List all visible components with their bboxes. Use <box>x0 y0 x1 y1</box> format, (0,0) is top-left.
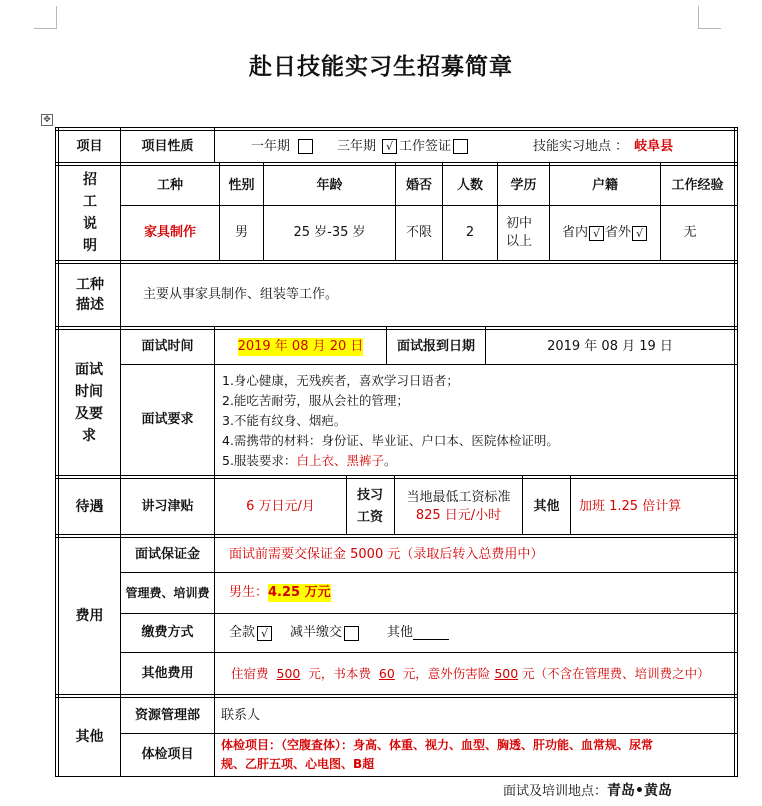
three-year-label: 三年期 <box>337 138 377 154</box>
mgmt-fee-prefix: 男生： <box>229 585 269 600</box>
wage-label: 技习工资 <box>356 487 383 525</box>
col-hukou: 户籍 <box>591 177 618 193</box>
pay-full-checkbox[interactable]: √ <box>257 626 272 641</box>
col-age: 年龄 <box>316 177 343 193</box>
req-item: 4.需携带的材料：身份证、毕业证、户口本、医院体检证明。 <box>222 433 559 448</box>
wage-value <box>395 479 522 534</box>
resource-label: 资源管理部 <box>134 707 200 723</box>
interview-section-label: 面试时间及要求 <box>75 361 103 444</box>
recruit-section-label: 招工说明 <box>83 172 97 254</box>
visa-label: 工作签证 <box>399 138 452 154</box>
allowance-label: 讲习津贴 <box>141 498 194 514</box>
col-experience: 工作经验 <box>671 177 724 193</box>
hukou-in-checkbox[interactable]: √ <box>589 226 604 241</box>
married-value: 不限 <box>405 225 432 240</box>
others-label: 其他 <box>75 729 104 745</box>
interview-time-value <box>215 330 386 364</box>
gender-value: 男 <box>234 225 248 240</box>
req-item: 2.能吃苦耐劳，服从会社的管理； <box>222 393 409 408</box>
wage-line2: 825 日元/小时 <box>415 507 502 523</box>
report-date-value: 2019 年 08 月 19 日 <box>547 339 673 354</box>
fees-label: 费用 <box>75 608 104 624</box>
hukou-out-label: 省外 <box>605 225 632 240</box>
page-title: 赴日技能实习生招募简章 <box>249 54 513 80</box>
col-job: 工种 <box>156 177 183 193</box>
pay-full-label: 全款 <box>229 625 256 640</box>
recruitment-table <box>55 127 738 777</box>
interview-req-list <box>222 371 559 471</box>
hukou-value <box>550 206 660 260</box>
req-item: 1.身心健康，无残疾者，喜欢学习日语者； <box>222 373 459 388</box>
col-count: 人数 <box>456 177 483 193</box>
pay-other-blank[interactable] <box>413 627 449 640</box>
interview-date-highlight: 2019 年 08 月 20 日 <box>237 339 364 354</box>
interview-req-label: 面试要求 <box>141 412 194 427</box>
deposit-label: 面试保证金 <box>134 547 200 562</box>
project-nature-options <box>251 131 470 162</box>
payment-options <box>229 614 449 652</box>
pay-other-label: 其他 <box>387 625 414 640</box>
col-education: 学历 <box>510 177 537 193</box>
job-value: 家具制作 <box>143 225 196 240</box>
three-year-checkbox[interactable]: √ <box>382 139 397 154</box>
other-fees-label: 其他费用 <box>141 665 194 681</box>
col-married: 婚否 <box>405 177 432 193</box>
hukou-out-checkbox[interactable]: √ <box>632 226 647 241</box>
location-value: 岐阜县 <box>634 138 674 154</box>
footer-place: 青岛•黄岛 <box>607 783 672 799</box>
interview-time-label: 面试时间 <box>141 339 194 354</box>
exam-line-1: 体检项目：（空腹查体）：身高、体重、视力、血型、胸透、肝功能、血常规、尿常 <box>221 738 654 752</box>
location-label: 技能实习地点 ： <box>533 138 629 154</box>
book-amount: 60 <box>378 665 395 681</box>
hukou-in-label: 省内 <box>561 225 588 240</box>
pay-half-checkbox[interactable] <box>344 626 359 641</box>
page-corner-top-right <box>698 6 721 29</box>
footer-location <box>503 780 672 800</box>
treatment-other-value: 加班 1.25 倍计算 <box>579 498 682 514</box>
page-corner-top-left <box>34 6 57 29</box>
visa-checkbox[interactable] <box>453 139 468 154</box>
treatment-other-label: 其他 <box>533 498 560 514</box>
deposit-value: 面试前需要交保证金 5000 元（录取后转入总费用中） <box>229 547 544 562</box>
mgmt-fee-value <box>229 573 331 613</box>
payment-label: 缴费方式 <box>141 625 194 640</box>
age-value: 25 岁-35 岁 <box>293 225 366 240</box>
exam-value <box>221 736 733 774</box>
one-year-checkbox[interactable] <box>298 139 313 154</box>
nature-label: 项目性质 <box>141 138 194 154</box>
table-move-handle-icon[interactable]: ✥ <box>41 114 53 126</box>
experience-value: 无 <box>683 225 697 240</box>
mgmt-fee-label: 管理费、培训费 <box>125 586 210 600</box>
resource-value: 联系人 <box>221 707 261 723</box>
req-item: 3.不能有纹身、烟疤。 <box>222 413 347 428</box>
footer-prefix: 面试及培训地点： <box>503 784 608 799</box>
job-desc-text: 主要从事家具制作、组装等工作。 <box>143 287 339 302</box>
education-value: 初中以上 <box>505 216 532 249</box>
exam-line-2: 规、乙肝五项、心电图、B超 <box>221 757 375 771</box>
count-value: 2 <box>465 225 475 240</box>
exam-label: 体检项目 <box>141 747 194 762</box>
item-label: 项目 <box>76 138 103 154</box>
req-item: 5.服装要求：白上衣、黑裤子。 <box>222 453 397 468</box>
wage-line1: 当地最低工资标准 <box>406 489 511 505</box>
location <box>533 131 673 162</box>
allowance-value: 6 万日元/月 <box>246 498 315 514</box>
insurance-amount: 500 <box>494 665 519 681</box>
treatment-label: 待遇 <box>75 498 104 515</box>
mgmt-fee-amount: 4.25 万元 <box>268 585 331 600</box>
other-fees-value: 住宿费 500 元，书本费 60 元，意外伤害险 500 元（不含在管理费、培训费之中） <box>231 665 710 681</box>
col-gender: 性别 <box>228 177 255 193</box>
pay-half-label: 减半缴交 <box>290 625 343 640</box>
lodging-amount: 500 <box>276 665 301 681</box>
one-year-label: 一年期 <box>251 138 291 154</box>
report-date-label: 面试报到日期 <box>396 339 475 354</box>
job-desc-label: 工种描述 <box>76 277 104 313</box>
